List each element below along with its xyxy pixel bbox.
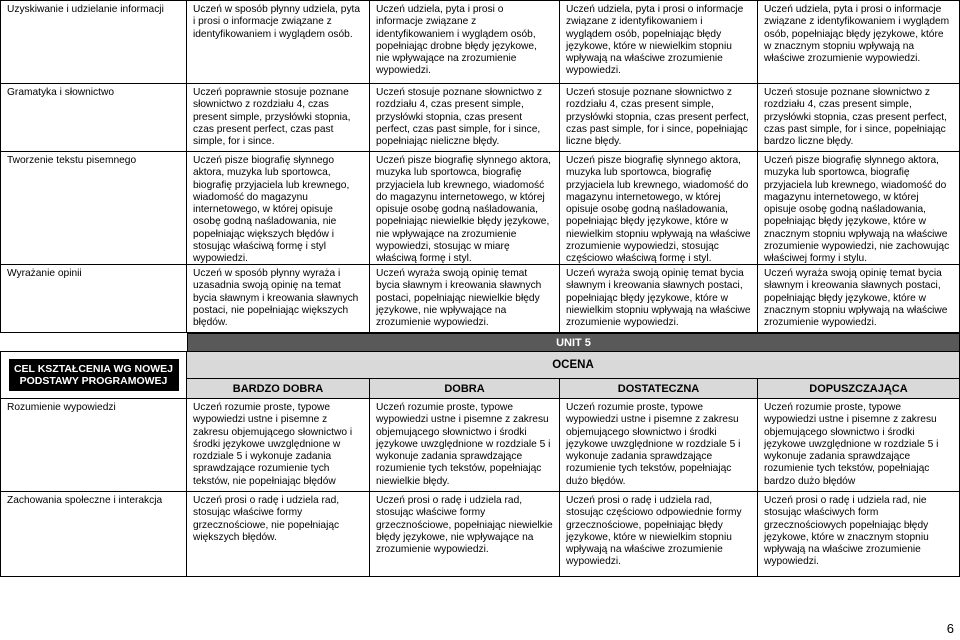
grade-cell-dopuszczajaca: Uczeń udziela, pyta i prosi o informacje związane z identyfikowaniem i wyglądem osób, popełniając błędy językowe, które w znacznym stopniu wpływają na właściwe zrozumienie wypowiedzi. [758, 1, 960, 83]
grade-cell-bardzo-dobra: Uczeń rozumie proste, typowe wypowiedzi ustne i pisemne z zakresu objemującego słownictwo i środki językowe uwzględnione w rozdziale 5 i wykonuje zadania sprawdzające rozumienie tych tekstów, nie popełniając błędów [187, 399, 370, 491]
table-row [0, 84, 960, 152]
grade-cell-dostateczna: Uczeń pisze biografię słynnego aktora, muzyka lub sportowca, biografię przyjaciela lub krewnego, wiadomość do magazynu internetowego, w której opisuje osobę godną naśladowania, popełniając błędy językowe, które w niewielkim stopniu wpływają na właściwe zrozumienie wypowiedzi, stosując częściowo właściwą formę i styl. [560, 152, 758, 264]
grade-cell-bardzo-dobra: Uczeń poprawnie stosuje poznane słownictwo z rozdziału 4, czas present simple, przysłówki stopnia, czas present perfect, czas past simple, for i since. [187, 84, 370, 151]
skill-label: Gramatyka i słownictwo [0, 84, 187, 151]
grade-cell-bardzo-dobra: Uczeń w sposób płynny udziela, pyta i prosi o informacje związane z identyfikowaniem i wyglądem osób. [187, 1, 370, 83]
grade-cell-dopuszczajaca: Uczeń wyraża swoją opinię temat bycia sławnym i kreowania sławnych postaci, popełniając błędy językowe, które w znacznym stopniu wpływają na właściwe zrozumienie wypowiedzi. [758, 265, 960, 332]
grade-cell-dobra: Uczeń udziela, pyta i prosi o informacje związane z identyfikowaniem i wyglądem osób, popełniając drobne błędy językowe, nie wpływające na zrozumienie wypowiedzi. [370, 1, 560, 83]
skill-label: Wyrażanie opinii [0, 265, 187, 332]
grade-cell-dobra: Uczeń prosi o radę i udziela rad, stosując właściwe formy grzecznościowe, popełniając niewielkie błędy językowe, nie wpływające na zrozumienie wypowiedzi. [370, 492, 560, 576]
grade-cell-dobra: Uczeń stosuje poznane słownictwo z rozdziału 4, czas present simple, przysłówki stopnia, czas present perfect, czas past simple, for i since, popełniając nieliczne błędy. [370, 84, 560, 151]
grade-cell-dopuszczajaca: Uczeń rozumie proste, typowe wypowiedzi ustne i pisemne z zakresu objemującego słownictwo i środki językowe uwzględnione w rozdziale 5 i wykonuje zadania sprawdzające rozumienie tych tekstów, popełniając bardzo dużo błędów [758, 399, 960, 491]
grade-cell-bardzo-dobra: Uczeń prosi o radę i udziela rad, stosując właściwe formy grzecznościowe, nie popełniając większych błędów. [187, 492, 370, 576]
grades-header [0, 351, 960, 399]
grade-cell-dobra: Uczeń rozumie proste, typowe wypowiedzi ustne i pisemne z zakresu objemującego słownictwo i środki językowe uwzględnione w rozdziale 5 i wykonuje zadania sprawdzające rozumienie tych tekstów, popełniając niewielkie błędy. [370, 399, 560, 491]
grade-cell-bardzo-dobra: Uczeń pisze biografię słynnego aktora, muzyka lub sportowca, biografię przyjaciela lub krewnego, wiadomość do magazynu internetowego, w której opisuje osobę godną naśladowania, nie popełniając większych błędów i stosując właściwą formę i styl wypowiedzi. [187, 152, 370, 264]
table-row [0, 399, 960, 492]
grade-cell-dopuszczajaca: Uczeń pisze biografię słynnego aktora, muzyka lub sportowca, biografię przyjaciela lub krewnego, wiadomość do magazynu internetowego, w której opisuje osobę godną naśladowania, popełniając błędy językowe, które w znacznym stopniu wpływają na właściwe zrozumienie wypowiedzi, nie zachowując właściwej formy i stylu. [758, 152, 960, 264]
table-row [0, 152, 960, 265]
grade-header-bardzo-dobra: BARDZO DOBRA [187, 379, 370, 398]
grade-cell-dostateczna: Uczeń stosuje poznane słownictwo z rozdziału 4, czas present simple, przysłówki stopnia, czas present perfect, czas past simple, for i since, popełniając liczne błędy. [560, 84, 758, 151]
grade-cell-dostateczna: Uczeń udziela, pyta i prosi o informacje związane z identyfikowaniem i wyglądem osób, popełniając błędy językowe, które w niewielkim stopniu wpływają na właściwe zrozumienie wypowiedzi. [560, 1, 758, 83]
skill-label: Zachowania społeczne i interakcja [0, 492, 187, 576]
cel-header-cell [0, 351, 187, 399]
unit-banner-spacer [0, 333, 187, 351]
page-number: 6 [946, 621, 954, 636]
grade-cell-dobra: Uczeń wyraża swoją opinię temat bycia sławnym i kreowania sławnych postaci, popełniając niewielkie błędy językowe, nie wpływające na zrozumienie wypowiedzi. [370, 265, 560, 332]
table-row [0, 265, 960, 333]
grade-cell-dobra: Uczeń pisze biografię słynnego aktora, muzyka lub sportowca, biografię przyjaciela lub krewnego, wiadomość do magazynu internetowego, w której opisuje osobę godną naśladowania, popełniając niewielkie błędy językowe, nie wpływające na zrozumienie wypowiedzi, stosując w miarę właściwą formę i styl. [370, 152, 560, 264]
grade-cell-dostateczna: Uczeń prosi o radę i udziela rad, stosując częściowo odpowiednie formy grzecznościowe, popełniając błędy językowe, które w niewielkim stopniu wpływają na właściwe zrozumienie wypowiedzi. [560, 492, 758, 576]
unit-banner-row [0, 333, 960, 351]
table-row [0, 0, 960, 84]
grade-cell-bardzo-dobra: Uczeń w sposób płynny wyraża i uzasadnia swoją opinię na temat bycia sławnym i kreowania sławnych postaci, nie popełniając większych błędów. [187, 265, 370, 332]
grade-cell-dostateczna: Uczeń rozumie proste, typowe wypowiedzi ustne i pisemne z zakresu objemującego słownictwo i środki językowe uwzględnione w rozdziale 5 i wykonuje zadania sprawdzające rozumienie tych tekstów, popełniając dużo błędów. [560, 399, 758, 491]
grade-cell-dopuszczajaca: Uczeń stosuje poznane słownictwo z rozdziału 4, czas present simple, przysłówki stopnia, czas present perfect, czas past simple, for i since, popełniając bardzo liczne błędy. [758, 84, 960, 151]
grade-header-dostateczna: DOSTATECZNA [560, 379, 758, 398]
grade-header-dopuszczajaca: DOPUSZCZAJĄCA [758, 379, 959, 398]
cel-label: CEL KSZTAŁCENIA WG NOWEJ PODSTAWY PROGRAMOWEJ [9, 359, 179, 391]
skill-label: Tworzenie tekstu pisemnego [0, 152, 187, 264]
ocena-header [187, 351, 960, 399]
skill-label: Uzyskiwanie i udzielanie informacji [0, 1, 187, 83]
grade-cell-dostateczna: Uczeń wyraża swoją opinię temat bycia sławnym i kreowania sławnych postaci, popełniając błędy językowe, które w niewielkim stopniu wpływają na właściwe zrozumienie wypowiedzi. [560, 265, 758, 332]
grade-headers [187, 378, 960, 399]
skill-label: Rozumienie wypowiedzi [0, 399, 187, 491]
grade-cell-dopuszczajaca: Uczeń prosi o radę i udziela rad, nie stosując właściwych form grzecznościowych popełniając błędy językowe, które w znacznym stopniu wpływają na właściwe zrozumienie wypowiedzi. [758, 492, 960, 576]
ocena-label: OCENA [187, 351, 960, 378]
unit-banner: UNIT 5 [187, 333, 960, 351]
table-row [0, 492, 960, 577]
grade-header-dobra: DOBRA [370, 379, 560, 398]
